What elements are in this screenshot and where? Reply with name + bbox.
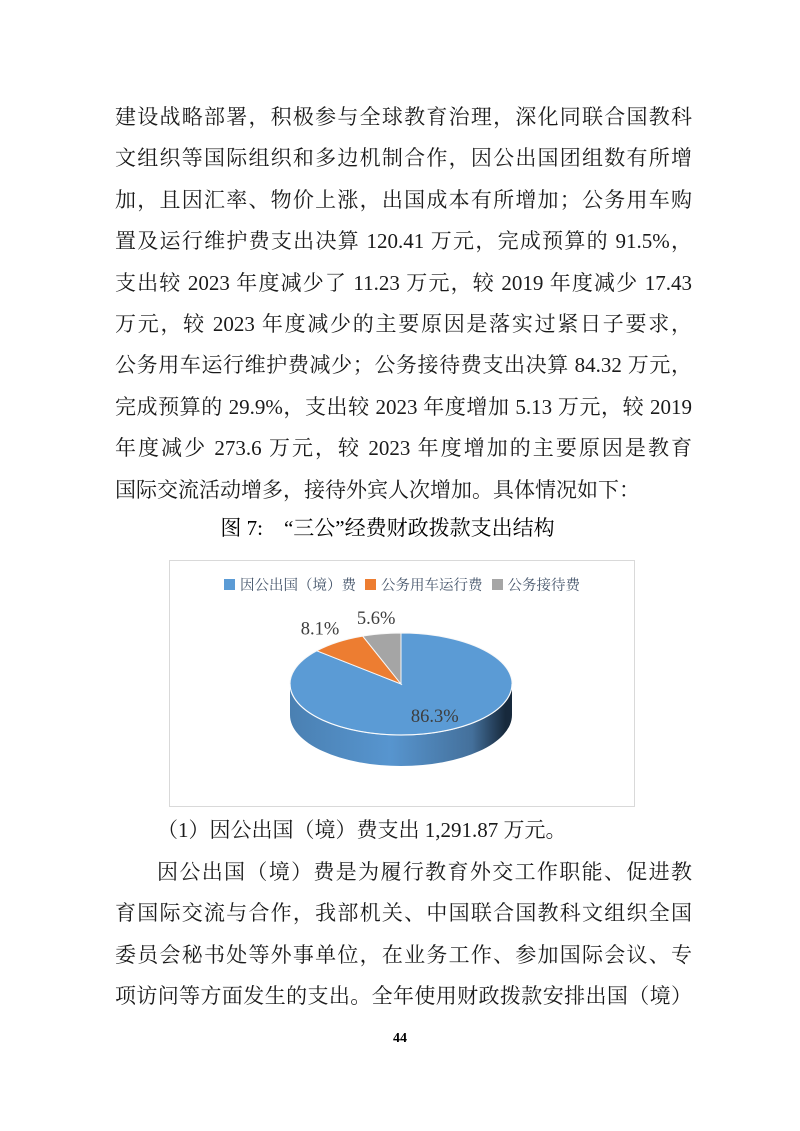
legend-swatch-icon [492,579,503,590]
legend-swatch-icon [365,579,376,590]
chart-legend [170,574,634,595]
paragraph-line: 因公出国（境）费是为履行教育外交工作职能、促进教 [157,860,692,884]
pie-data-label-0: 86.3% [410,707,459,728]
paragraph-line: 项访问等方面发生的支出。全年使用财政拨款安排出国（境） [115,984,692,1009]
legend-swatch-icon [224,579,235,590]
pie-data-label-1: 8.1% [300,619,340,640]
paragraph-line: 委员会秘书处等外事单位，在业务工作、参加国际会议、专 [115,942,692,967]
item-heading: （1）因公出国（境）费支出 1,291.87 万元。 [157,818,567,842]
legend-label: 因公出国（境）费 [240,578,356,594]
legend-item-2 [492,574,581,595]
paragraph-line: 万元，较 2023 年度减少的主要原因是落实过紧日子要求， [115,312,692,337]
legend-item-0 [224,574,356,595]
paragraph-line: 支出较 2023 年度减少了 11.23 万元，较 2019 年度减少 17.43 [115,270,692,295]
legend-item-1 [365,574,483,595]
paragraph-line: 文组织等国际组织和多边机制合作，因公出国团组数有所增 [115,146,692,171]
paragraph-line: 加，且因汇率、物价上涨，出国成本有所增加；公务用车购 [115,187,692,212]
paragraph-line: 育国际交流与合作，我部机关、中国联合国教科文组织全国 [115,901,692,926]
pie-data-label-2: 5.6% [356,608,396,629]
body-paragraph-1 [115,97,692,511]
body-paragraph-2 [115,852,692,1018]
legend-label: 公务用车运行费 [381,578,483,594]
paragraph-line: 置及运行维护费支出决算 120.41 万元，完成预算的 91.5%， [115,229,692,254]
pie-chart [170,561,634,806]
paragraph-line: 国际交流活动增多，接待外宾人次增加。具体情况如下： [115,477,640,502]
figure-caption: 图 7: “三公”经费财政拨款支出结构 [220,516,555,540]
paragraph-line: 年度减少 273.6 万元，较 2023 年度增加的主要原因是教育 [115,436,692,461]
page-number: 44 [393,1031,407,1046]
pie-chart-figure [169,560,635,807]
paragraph-line: 完成预算的 29.9%，支出较 2023 年度增加 5.13 万元，较 2019 [115,394,692,419]
paragraph-line: 公务用车运行维护费减少；公务接待费支出决算 84.32 万元， [115,353,692,378]
legend-label: 公务接待费 [507,578,580,594]
paragraph-line: 建设战略部署，积极参与全球教育治理，深化同联合国教科 [115,105,692,129]
